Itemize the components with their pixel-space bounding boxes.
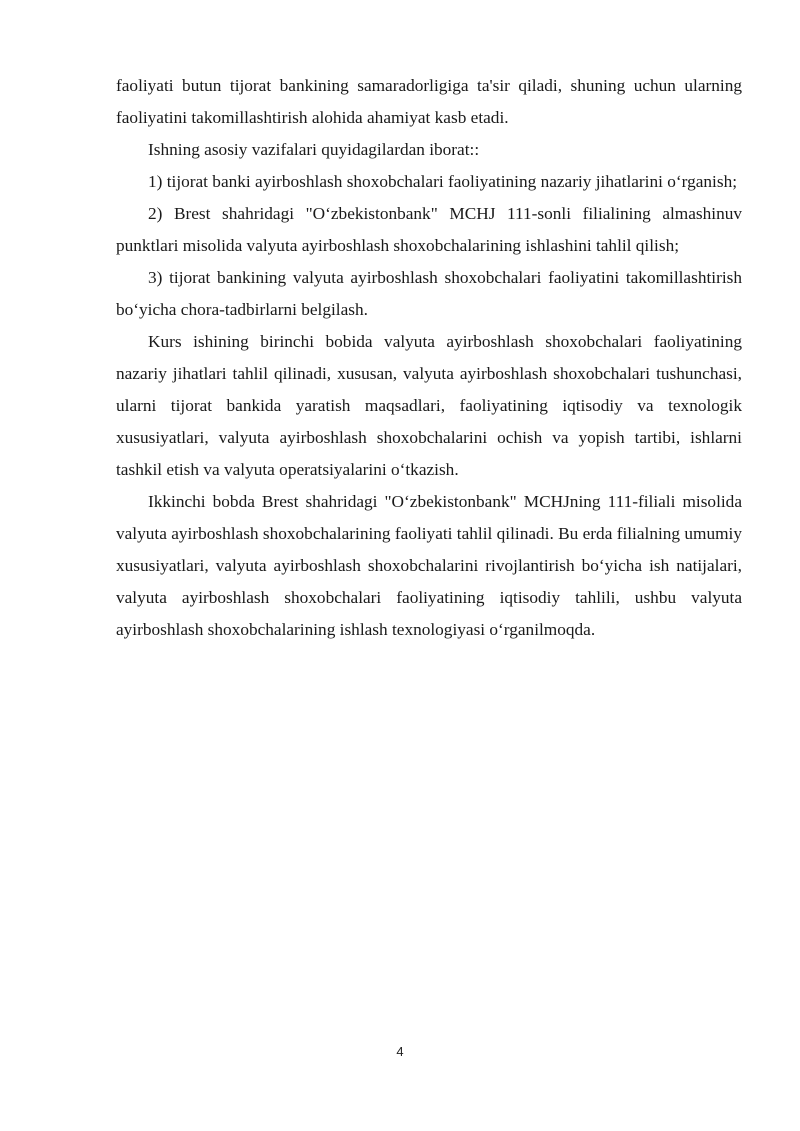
paragraph-task-1: 1) tijorat banki ayirboshlash shoxobchalari faoliyatining nazariy jihatlarini o‘rganish; bbox=[148, 172, 738, 191]
paragraph-task-2: 2) Brest shahridagi "O‘zbekistonbank" MCHJ 111-sonli filialining almashinuv punktlari misolida valyuta ayirboshlash shoxobchalarining ishlashini tahlil qilish; bbox=[116, 204, 742, 255]
paragraph-chapter-1-summary: Kurs ishining birinchi bobida valyuta ayirboshlash shoxobchalari faoliyatining nazariy jihatlari tahlil qilinadi, xususan, valyuta ayirboshlash shoxobchalari tushunchasi, ularni tijorat bankida yaratish maqsadlari, faoliyatining iqtisodiy va texnologik xususiyatlari, valyuta ayirboshlash shoxobchalarini ochish va yopish tartibi, ishlarni tashkil etish va valyuta operatsiyalarini o‘tkazish. bbox=[116, 332, 742, 479]
paragraph-task-3: 3) tijorat bankining valyuta ayirboshlash shoxobchalari faoliyatini takomillashtirish bo‘yicha chora-tadbirlarni belgilash. bbox=[116, 268, 742, 319]
document-body bbox=[116, 70, 742, 646]
page-number: 4 bbox=[396, 1044, 404, 1059]
paragraph-tasks-heading: Ishning asosiy vazifalari quyidagilardan iborat:: bbox=[148, 140, 480, 159]
paragraph-chapter-2-summary: Ikkinchi bobda Brest shahridagi "O‘zbekistonbank" MCHJning 111-filiali misolida valyuta ayirboshlash shoxobchalarining faoliyati tahlil qilinadi. Bu erda filialning umumiy xususiyatlari, valyuta ayirboshlash shoxobchalarini rivojlantirish bo‘yicha ish natijalari, valyuta ayirboshlash shoxobchalari faoliyatining iqtisodiy tahlili, ushbu valyuta ayirboshlash shoxobchalarining ishlash texnologiyasi o‘rganilmoqda. bbox=[116, 492, 742, 639]
paragraph-intro-continuation: faoliyati butun tijorat bankining samaradorligiga ta'sir qiladi, shuning uchun ularning faoliyatini takomillashtirish alohida ahamiyat kasb etadi. bbox=[116, 76, 742, 127]
